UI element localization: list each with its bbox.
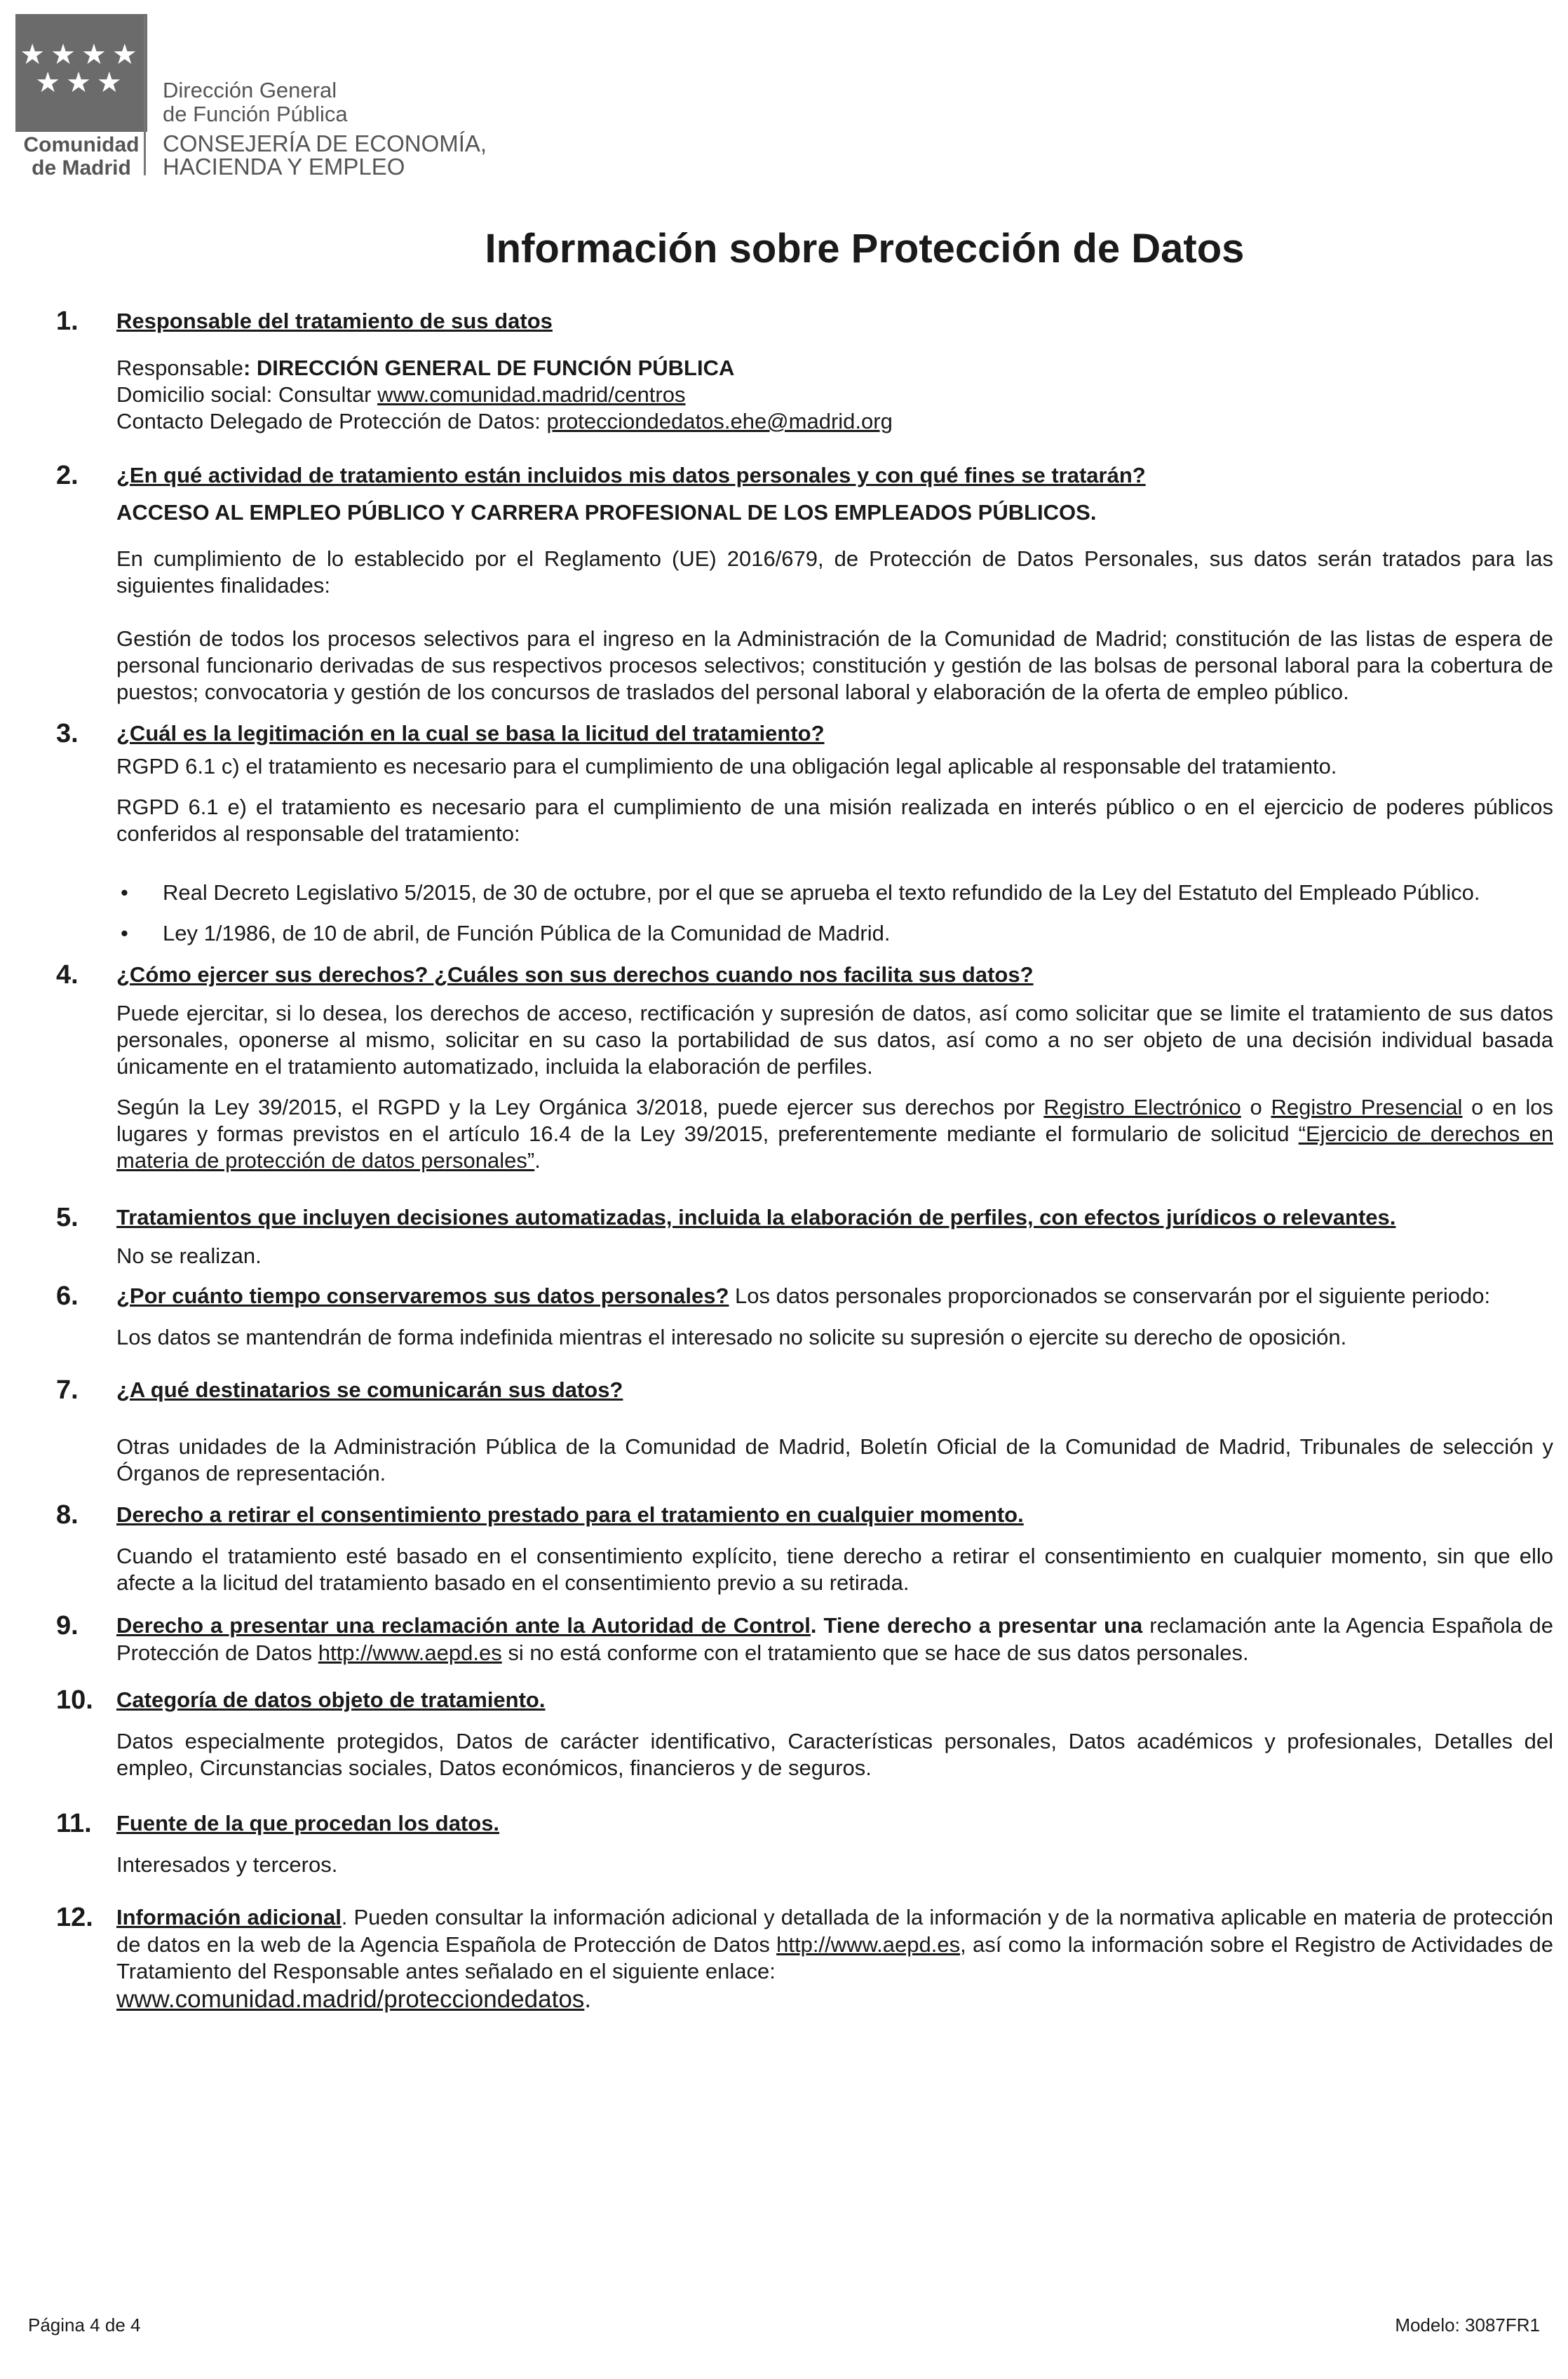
section-10 [56,1686,1553,1781]
text: si no está conforme con el tratamiento que se hace de sus datos personales. [501,1640,1249,1665]
aepd-link[interactable]: http://www.aepd.es [776,1932,961,1957]
model-code: Modelo: 3087FR1 [1395,2314,1540,2336]
section-number: 11. [56,1809,92,1838]
section-heading: Derecho a retirar el consentimiento prestado para el tratamiento en cualquier momento. [116,1502,1024,1527]
text: . [534,1148,541,1173]
paragraph: Datos especialmente protegidos, Datos de carácter identificativo, Características personales, Datos académicos y profesionales, Detalles del empleo, Circunstancias sociales, Datos económicos, financieros y de seguros. [116,1729,1553,1780]
section-4 [56,961,1553,1174]
section-number: 1. [56,306,79,336]
section-2 [56,461,1553,706]
section-12 [56,1903,1553,2014]
proteccion-datos-line [116,1985,1553,2014]
paragraph: RGPD 6.1 e) el tratamiento es necesario para el cumplimiento de una misión realizada en interés público o en el ejercicio de poderes públicos conferidos al responsable del tratamiento: [116,795,1553,846]
section-heading: ¿Cómo ejercer sus derechos? ¿Cuáles son sus derechos cuando nos facilita sus datos? [116,962,1034,987]
section-number: 8. [56,1500,79,1530]
text: . [584,1986,592,2013]
ejercicio-derechos-link[interactable]: “Ejercicio de derechos en materia de protección de datos personales” [116,1121,1554,1173]
section-heading-line [116,1282,1553,1310]
centros-link[interactable]: www.comunidad.madrid/centros [377,382,686,407]
direccion-general [163,79,348,126]
section-heading: ¿Por cuánto tiempo conservaremos sus datos personales? [116,1283,729,1308]
text: o en los lugares y formas previstos en el artículo 16.4 de la Ley 39/2015, preferentemente mediante el formulario de solicitud [116,1095,1553,1146]
bold-text: . Tiene derecho a presentar una [810,1613,1143,1638]
text: o [1241,1095,1271,1119]
section-number: 2. [56,461,79,490]
section-6 [56,1282,1553,1351]
paragraph: En cumplimiento de lo establecido por el Reglamento (UE) 2016/679, de Protección de Datos Personales, sus datos serán tratados para las siguientes finalidades: [116,546,1553,598]
responsable-line [116,355,1553,382]
paragraph: Gestión de todos los procesos selectivos para el ingreso en la Administración de la Comunidad de Madrid; constitución de las listas de espera de personal funcionario derivadas de sus respectivos procesos selectivos; constitución y gestión de las bolsas de personal laboral para la cobertura de puestos; convocatoria y gestión de los concursos de traslados del personal laboral y elaboración de la oferta de empleo público. [116,626,1553,704]
legal-basis-list [56,880,1553,947]
text: . Pueden consultar la información adicional y detallada de la información y de la normativa aplicable en materia de protección de datos en la web de la Agencia Española de Protección de Datos [116,1905,1553,1957]
paragraph: Otras unidades de la Administración Pública de la Comunidad de Madrid, Boletín Oficial de la Comunidad de Madrid, Tribunales de selección y Órganos de representación. [116,1434,1553,1485]
domicilio-line [116,382,1553,408]
section-heading: Categoría de datos objeto de tratamiento. [116,1687,546,1712]
section-heading: ¿Cuál es la legitimación en la cual se basa la licitud del tratamiento? [116,721,825,746]
header-divider [144,15,146,175]
section-heading: Responsable del tratamiento de sus datos [116,309,553,333]
cons-line1: CONSEJERÍA DE ECONOMÍA, [163,130,487,156]
list-item: • Real Decreto Legislativo 5/2015, de 30 de octubre, por el que se aprueba el texto refundido de la Ley del Estatuto del Empleado Público. [56,880,1553,906]
section-heading: ¿A qué destinatarios se comunicarán sus datos? [116,1377,623,1402]
stars-icon: ★★★★ ★★★ [20,39,143,98]
registro-electronico-link[interactable]: Registro Electrónico [1043,1095,1241,1119]
paragraph [116,1612,1553,1666]
section-5 [56,1204,1553,1269]
activity-name: ACCESO AL EMPLEO PÚBLICO Y CARRERA PROFESIONAL DE LOS EMPLEADOS PÚBLICOS. [116,500,1097,525]
aepd-link[interactable]: http://www.aepd.es [318,1640,502,1665]
section-number: 7. [56,1375,79,1405]
consejeria [163,132,487,178]
page-number: Página 4 de 4 [28,2314,141,2336]
email-link[interactable]: protecciondedatos.ehe@madrid.org [546,409,893,433]
logo-text [15,133,147,180]
responsable-label: Responsable [116,356,243,380]
contacto-line [116,408,1553,435]
document-body [56,307,1553,2014]
list-item: • Ley 1/1986, de 10 de abril, de Función Pública de la Comunidad de Madrid. [56,920,1553,947]
logo-text-line2: de Madrid [32,156,131,180]
paragraph: No se realizan. [116,1244,262,1268]
dg-line1: Dirección General [163,78,337,102]
logo-text-line1: Comunidad [23,133,140,156]
text: , así como la información sobre el Registro de Actividades de Tratamiento del Responsable antes señalado en el siguiente enlace: [116,1932,1553,1983]
paragraph: Cuando el tratamiento esté basado en el consentimiento explícito, tiene derecho a retirar el consentimiento en cualquier momento, sin que ello afecte a la licitud del tratamiento basado en el consentimiento previo a su retirada. [116,1544,1553,1595]
contacto-label: Contacto Delegado de Protección de Datos: [116,409,547,433]
domicilio-label: Domicilio social: Consultar [116,382,378,407]
page-title: Información sobre Protección de Datos [485,226,1245,271]
text: reclamación ante la Agencia Española de Protección de Datos [116,1613,1553,1665]
paragraph [116,1094,1553,1174]
text: Los datos personales proporcionados se conservarán por el siguiente periodo: [729,1283,1491,1308]
section-number: 3. [56,719,79,748]
section-number: 12. [56,1903,93,1932]
text: Según la Ley 39/2015, el RGPD y la Ley Orgánica 3/2018, puede ejercer sus derechos por [116,1095,1044,1119]
dg-line2: de Función Pública [163,102,348,126]
responsable-value: : DIRECCIÓN GENERAL DE FUNCIÓN PÚBLICA [243,356,735,380]
paragraph: Interesados y terceros. [116,1852,338,1877]
cons-line2: HACIENDA Y EMPLEO [163,154,405,180]
section-number: 6. [56,1281,79,1311]
section-heading: ¿En qué actividad de tratamiento están incluidos mis datos personales y con qué fines se tratarán? [116,463,1146,487]
section-11 [56,1809,1553,1878]
section-9 [56,1612,1553,1666]
section-heading: Información adicional [116,1905,342,1929]
proteccion-datos-link[interactable]: www.comunidad.madrid/protecciondedatos [116,1986,585,2013]
section-7 [56,1376,1553,1487]
section-heading: Tratamientos que incluyen decisiones automatizadas, incluida la elaboración de perfiles, con efectos jurídicos o relevantes. [116,1205,1396,1229]
registro-presencial-link[interactable]: Registro Presencial [1271,1095,1463,1119]
section-heading: Fuente de la que procedan los datos. [116,1811,500,1835]
section-3 [56,720,1553,947]
section-1 [56,307,1553,435]
paragraph [116,1903,1553,1985]
section-number: 4. [56,960,79,990]
paragraph: Los datos se mantendrán de forma indefinida mientras el interesado no solicite su supresión o ejercite su derecho de oposición. [116,1325,1347,1349]
section-number: 9. [56,1611,79,1640]
section-number: 10. [56,1685,93,1715]
paragraph: Puede ejercitar, si lo desea, los derechos de acceso, rectificación y supresión de datos, así como solicitar que se limite el tratamiento de sus datos personales, oponerse al mismo, solicitar en su caso la portabilidad de sus datos, así como a no ser objeto de una decisión individual basada únicamente en el tratamiento automatizado, incluida la elaboración de perfiles. [116,1001,1553,1079]
section-heading: Derecho a presentar una reclamación ante la Autoridad de Control [116,1613,811,1638]
paragraph: RGPD 6.1 c) el tratamiento es necesario para el cumplimiento de una obligación legal aplicable al responsable del tratamiento. [116,754,1337,779]
section-8 [56,1501,1553,1596]
section-number: 5. [56,1203,79,1232]
